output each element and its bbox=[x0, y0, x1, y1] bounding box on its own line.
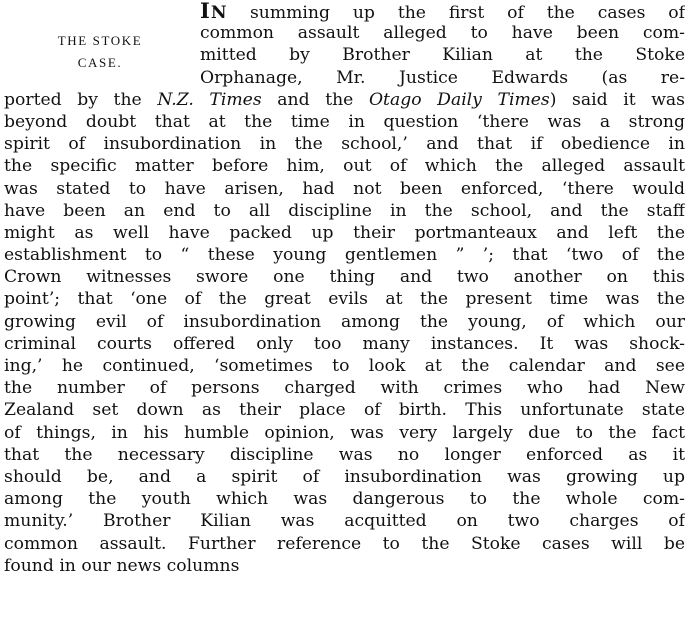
article-line-13: Crown witnesses swore one thing and two another on this bbox=[4, 267, 685, 288]
newspaper-name-nz-times: N.Z. Times bbox=[157, 89, 262, 110]
article-line-5 bbox=[4, 89, 685, 111]
article-line-18: the number of persons charged with crimes who had New bbox=[4, 378, 685, 399]
article-line-15: growing evil of insubordination among the young, of which our bbox=[4, 311, 685, 332]
article-line-25: common assault. Further reference to the Stoke cases will be bbox=[4, 533, 685, 554]
article-line-14: point’; that ‘one of the great evils at the present time was the bbox=[4, 289, 685, 310]
article-line-4: Orphanage, Mr. Justice Edwards (as re- bbox=[200, 67, 685, 88]
article-body bbox=[4, 0, 685, 577]
article-line-2: common assault alleged to have been com- bbox=[200, 23, 685, 44]
article-line-26: found in our news columns bbox=[4, 555, 240, 576]
article-line-9: was stated to have arisen, had not been enforced, ‘there would bbox=[4, 178, 685, 199]
line-5-part-c: ) said it was bbox=[549, 89, 685, 110]
article-line-22: should be, and a spirit of insubordination was growing up bbox=[4, 466, 685, 487]
article-line-8: the specific matter before him, out of which the alleged assault bbox=[4, 156, 685, 177]
article-line-17: ing,’ he continued, ‘sometimes to look at the calendar and see bbox=[4, 356, 685, 376]
newspaper-name-otago-daily-times: Otago Daily Times bbox=[368, 89, 550, 110]
article-line-3: mitted by Brother Kilian at the Stoke bbox=[200, 45, 685, 66]
line-5-part-b: and the bbox=[277, 89, 354, 110]
side-heading-line-2: CASE. bbox=[77, 55, 123, 70]
first-word-rest: N bbox=[210, 3, 228, 23]
article-line-19: Zealand set down as their place of birth. This unfortunate state bbox=[4, 400, 685, 421]
article-line-1 bbox=[200, 0, 685, 22]
article-line-10: have been an end to all discipline in the school, and the staff bbox=[4, 200, 685, 221]
article-line-20: of things, in his humble opinion, was very largely due to the fact bbox=[4, 422, 685, 443]
side-heading-line-1: THE STOKE bbox=[57, 33, 143, 48]
article-line-12: establishment to “ these young gentlemen ” ’; that ‘two of the bbox=[4, 245, 685, 266]
article-line-24: munity.’ Brother Kilian was acquitted on two charges of bbox=[4, 511, 685, 532]
article-line-6: beyond doubt that at the time in question ‘there was a strong bbox=[4, 111, 685, 132]
article-line-7: spirit of insubordination in the school,’ and that if obedience in bbox=[4, 134, 685, 155]
line-5-part-a: ported by the bbox=[4, 89, 142, 110]
article-line-11: might as well have packed up their portmanteaux and left the bbox=[4, 222, 685, 243]
article-line-1-text: summing up the first of the cases of bbox=[249, 3, 685, 23]
article-line-21: that the necessary discipline was no longer enforced as it bbox=[4, 444, 685, 465]
article-line-23: among the youth which was dangerous to the whole com- bbox=[4, 489, 685, 510]
article-line-16: criminal courts offered only too many instances. It was shock- bbox=[4, 333, 685, 354]
drop-cap: I bbox=[200, 0, 211, 23]
